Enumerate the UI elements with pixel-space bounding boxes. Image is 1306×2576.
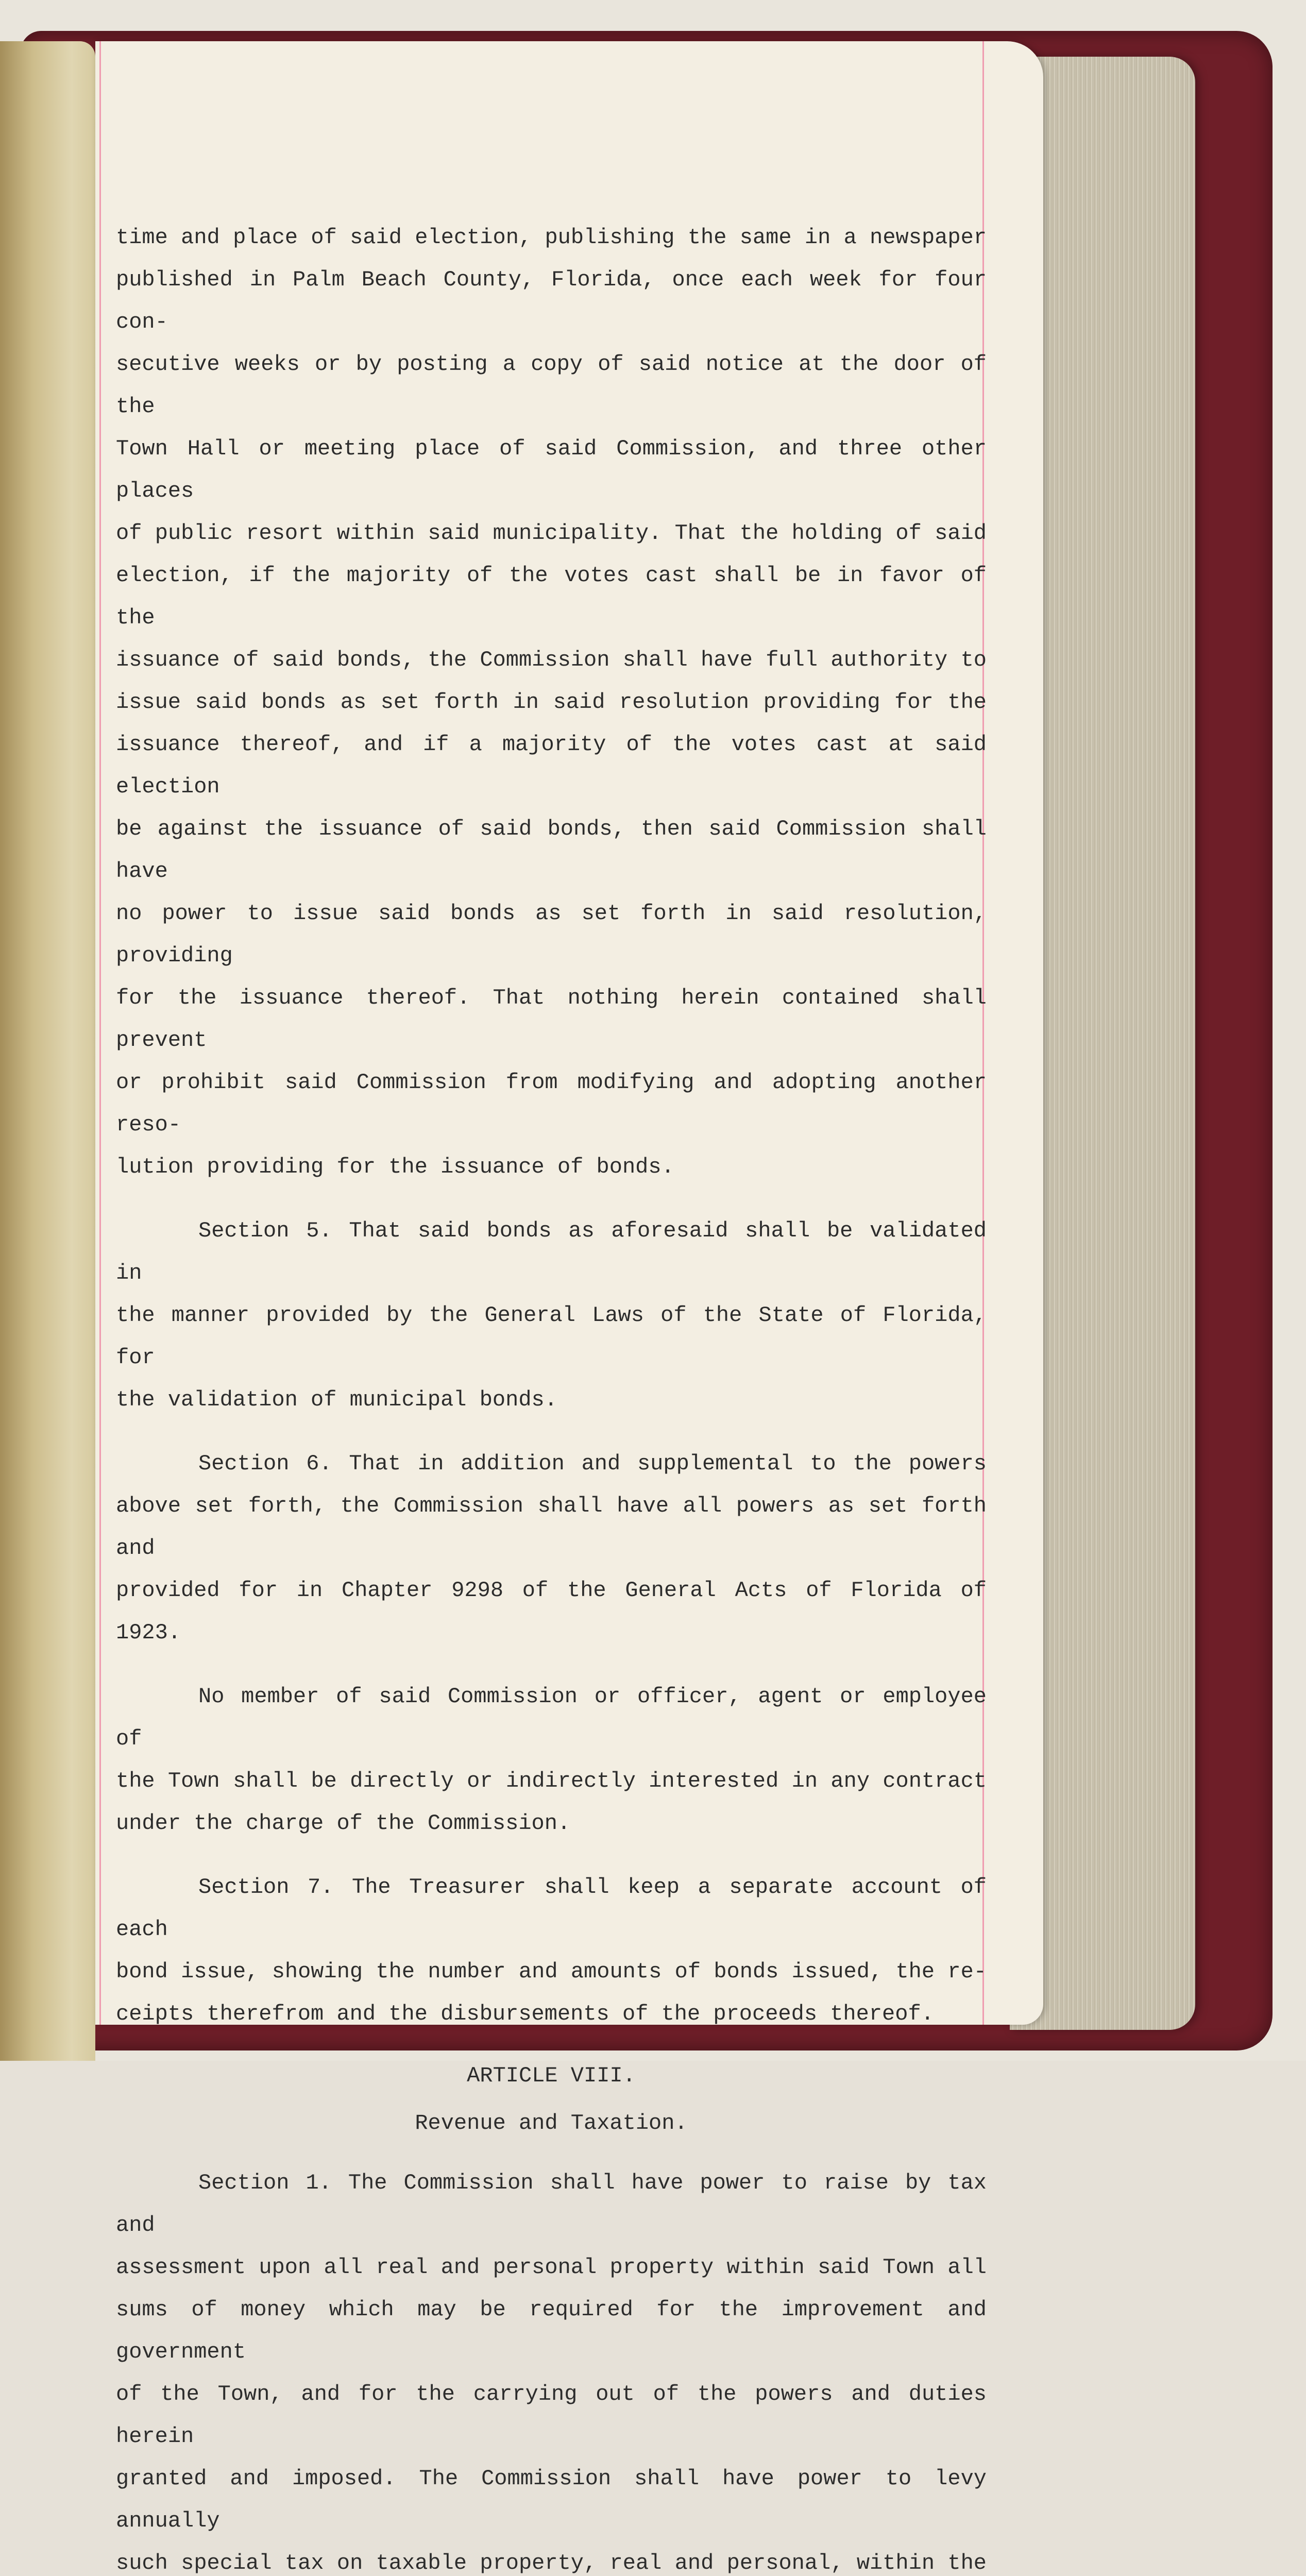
paragraph-election-notice: [116, 216, 987, 1188]
text-line: no power to issue said bonds as set forth in said resolution, providing: [116, 901, 987, 968]
text-line: Town Hall or meeting place of said Commission, and three other places: [116, 436, 987, 503]
text-line: the validation of municipal bonds.: [116, 1387, 557, 1412]
article-subheading: Revenue and Taxation.: [415, 2111, 688, 2136]
typed-text-body: [116, 216, 987, 2576]
paragraph-section-5: [116, 1210, 987, 1421]
text-line: or prohibit said Commission from modifying and adopting another reso-: [116, 1070, 987, 1137]
text-line: bond issue, showing the number and amounts of bonds issued, the re-: [116, 1959, 987, 1984]
article-heading: ARTICLE VIII.: [467, 2063, 636, 2088]
text-line: be against the issuance of said bonds, then said Commission shall have: [116, 817, 987, 884]
text-line: issue said bonds as set forth in said resolution providing for the: [116, 690, 987, 715]
left-page-edge: [0, 41, 95, 2061]
text-line: granted and imposed. The Commission shall have power to levy annually: [116, 2466, 987, 2533]
text-line: for the issuance thereof. That nothing herein contained shall prevent: [116, 986, 987, 1053]
text-line: the manner provided by the General Laws of the State of Florida, for: [116, 1303, 987, 1370]
text-line: published in Palm Beach County, Florida, once each week for four con-: [116, 267, 987, 334]
text-line: under the charge of the Commission.: [116, 1811, 571, 1836]
text-line: sums of money which may be required for the improvement and government: [116, 2297, 987, 2364]
text-line: of the Town, and for the carrying out of the powers and duties herein: [116, 2382, 987, 2449]
left-margin-rule: [99, 41, 101, 2025]
text-line: lution providing for the issuance of bonds.: [116, 1155, 674, 1179]
text-line: Section 7. The Treasurer shall keep a separate account of each: [116, 1875, 987, 1942]
text-line: Section 5. That said bonds as aforesaid shall be validated in: [116, 1218, 987, 1285]
text-line: provided for in Chapter 9298 of the General Acts of Florida of 1923.: [116, 1578, 987, 1645]
text-line: the Town shall be directly or indirectly interested in any contract: [116, 1769, 987, 1793]
text-line: such special tax on taxable property, real and personal, within the: [116, 2551, 987, 2575]
paragraph-no-member: [116, 1675, 987, 1844]
text-line: secutive weeks or by posting a copy of said notice at the door of the: [116, 352, 987, 419]
text-line: Section 6. That in addition and supplemental to the powers: [198, 1451, 987, 1476]
text-line: ceipts therefrom and the disbursements of the proceeds thereof.: [116, 2002, 934, 2026]
text-line: time and place of said election, publishing the same in a newspaper: [116, 225, 987, 250]
text-line: Section 1. The Commission shall have power to raise by tax and: [116, 2171, 987, 2238]
text-line: election, if the majority of the votes cast shall be in favor of the: [116, 563, 987, 630]
paragraph-article-8-section-1: [116, 2162, 987, 2576]
text-line: assessment upon all real and personal property within said Town all: [116, 2255, 987, 2280]
text-line: issuance thereof, and if a majority of the votes cast at said election: [116, 732, 987, 799]
text-line: issuance of said bonds, the Commission shall have full authority to: [116, 648, 987, 672]
document-page: [95, 41, 1043, 2575]
paragraph-section-6: [116, 1443, 987, 1654]
paragraph-section-7: [116, 1866, 987, 2035]
text-line: No member of said Commission or officer, agent or employee of: [116, 1684, 987, 1751]
text-line: above set forth, the Commission shall have all powers as set forth and: [116, 1494, 987, 1561]
text-line: of public resort within said municipality. That the holding of said: [116, 521, 987, 546]
